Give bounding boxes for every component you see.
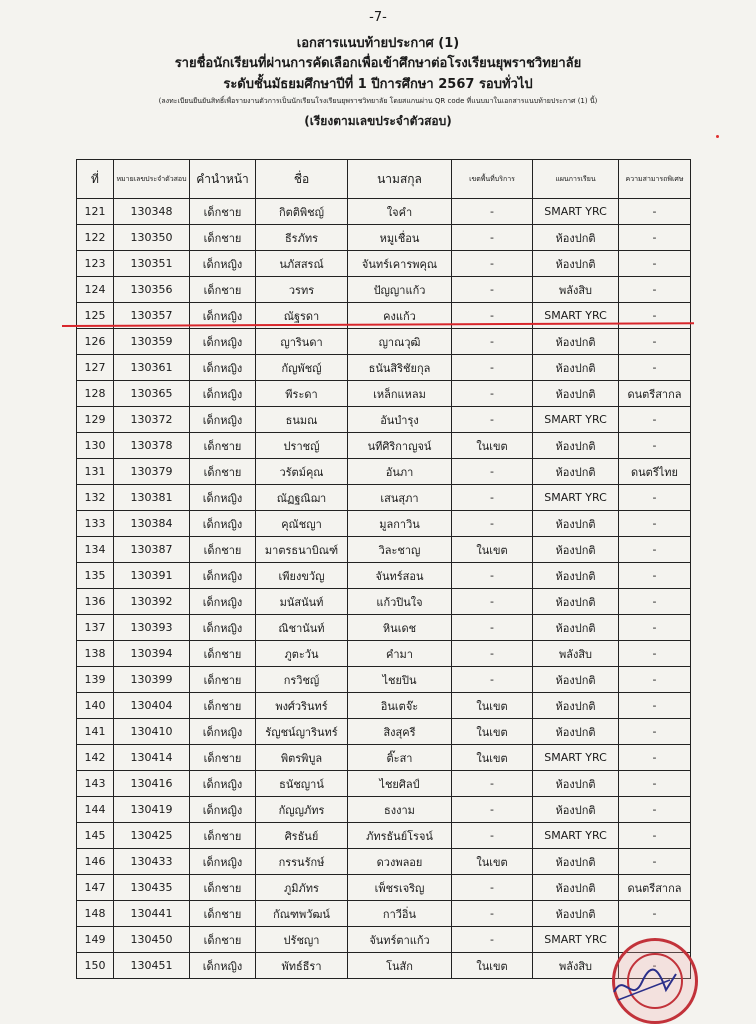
row-plan: ห้องปกติ bbox=[533, 667, 619, 693]
row-prefix: เด็กหญิง bbox=[190, 797, 256, 823]
row-last-name: เพ็ชรเจริญ bbox=[348, 875, 452, 901]
table-row bbox=[77, 459, 691, 485]
row-no: 134 bbox=[77, 537, 114, 563]
row-prefix: เด็กชาย bbox=[190, 641, 256, 667]
row-prefix: เด็กหญิง bbox=[190, 381, 256, 407]
row-prefix: เด็กชาย bbox=[190, 277, 256, 303]
row-exam-id: 130441 bbox=[114, 901, 190, 927]
row-prefix: เด็กหญิง bbox=[190, 563, 256, 589]
row-plan: พลังสิบ bbox=[533, 953, 619, 979]
row-first-name: นภัสสรณ์ bbox=[256, 251, 348, 277]
row-last-name: ภัทรธันย์โรจน์ bbox=[348, 823, 452, 849]
row-last-name: ญาณวุฒิ bbox=[348, 329, 452, 355]
row-plan: ห้องปกติ bbox=[533, 875, 619, 901]
row-exam-id: 130350 bbox=[114, 225, 190, 251]
row-first-name: ปรัชญา bbox=[256, 927, 348, 953]
row-plan: ห้องปกติ bbox=[533, 381, 619, 407]
row-plan: ห้องปกติ bbox=[533, 901, 619, 927]
row-exam-id: 130450 bbox=[114, 927, 190, 953]
table-row bbox=[77, 797, 691, 823]
row-plan: ห้องปกติ bbox=[533, 537, 619, 563]
row-no: 149 bbox=[77, 927, 114, 953]
row-first-name: ญารินดา bbox=[256, 329, 348, 355]
row-talent: - bbox=[619, 589, 691, 615]
row-talent: ดนตรีสากล bbox=[619, 875, 691, 901]
row-no: 144 bbox=[77, 797, 114, 823]
row-zone: - bbox=[452, 251, 533, 277]
row-no: 129 bbox=[77, 407, 114, 433]
row-talent: - bbox=[619, 667, 691, 693]
table-row bbox=[77, 927, 691, 953]
row-plan: ห้องปกติ bbox=[533, 511, 619, 537]
row-prefix: เด็กหญิง bbox=[190, 485, 256, 511]
row-last-name: จันทร์ตาแก้ว bbox=[348, 927, 452, 953]
row-last-name: อันบำรุง bbox=[348, 407, 452, 433]
row-prefix: เด็กหญิง bbox=[190, 511, 256, 537]
doc-instruction: (ลงทะเบียนยืนยันสิทธิ์เพื่อรายงานตัวการเป็นนักเรียนโรงเรียนยุพราชวิทยาลัย โดยสแกนผ่าน QR code ที่แนบมาในเอกสารแนบท้ายประกาศ (1) นี้) bbox=[158, 97, 598, 105]
table-row bbox=[77, 381, 691, 407]
table-row bbox=[77, 251, 691, 277]
row-zone: ในเขต bbox=[452, 953, 533, 979]
row-zone: - bbox=[452, 355, 533, 381]
row-exam-id: 130356 bbox=[114, 277, 190, 303]
row-last-name: วิละชาญ bbox=[348, 537, 452, 563]
row-prefix: เด็กชาย bbox=[190, 901, 256, 927]
row-zone: - bbox=[452, 589, 533, 615]
row-no: 127 bbox=[77, 355, 114, 381]
row-exam-id: 130357 bbox=[114, 303, 190, 329]
row-prefix: เด็กหญิง bbox=[190, 849, 256, 875]
row-exam-id: 130365 bbox=[114, 381, 190, 407]
row-talent: - bbox=[619, 225, 691, 251]
row-exam-id: 130391 bbox=[114, 563, 190, 589]
row-zone: ในเขต bbox=[452, 537, 533, 563]
row-zone: - bbox=[452, 277, 533, 303]
row-plan: ห้องปกติ bbox=[533, 459, 619, 485]
row-talent: - bbox=[619, 615, 691, 641]
table-row bbox=[77, 953, 691, 979]
row-no: 136 bbox=[77, 589, 114, 615]
row-first-name: มาตรธนาบิณฑ์ bbox=[256, 537, 348, 563]
header-exam-id: หมายเลขประจำตัวสอบ bbox=[114, 160, 190, 199]
row-first-name: วรทร bbox=[256, 277, 348, 303]
row-talent: - bbox=[619, 537, 691, 563]
row-exam-id: 130381 bbox=[114, 485, 190, 511]
row-plan: ห้องปกติ bbox=[533, 849, 619, 875]
row-exam-id: 130425 bbox=[114, 823, 190, 849]
table-row bbox=[77, 485, 691, 511]
table-row bbox=[77, 329, 691, 355]
row-first-name: ศิรธันย์ bbox=[256, 823, 348, 849]
row-no: 148 bbox=[77, 901, 114, 927]
row-no: 143 bbox=[77, 771, 114, 797]
row-zone: ในเขต bbox=[452, 433, 533, 459]
row-no: 140 bbox=[77, 693, 114, 719]
row-last-name: เสนสุภา bbox=[348, 485, 452, 511]
row-last-name: หินเดช bbox=[348, 615, 452, 641]
row-no: 131 bbox=[77, 459, 114, 485]
row-talent: - bbox=[619, 511, 691, 537]
row-last-name: มูลกาวิน bbox=[348, 511, 452, 537]
row-exam-id: 130399 bbox=[114, 667, 190, 693]
row-exam-id: 130393 bbox=[114, 615, 190, 641]
table-row bbox=[77, 511, 691, 537]
row-plan: SMART YRC bbox=[533, 485, 619, 511]
row-plan: ห้องปกติ bbox=[533, 329, 619, 355]
row-last-name: สิงสุครี bbox=[348, 719, 452, 745]
row-no: 135 bbox=[77, 563, 114, 589]
row-talent: - bbox=[619, 329, 691, 355]
doc-sort-note: (เรียงตามเลขประจำตัวสอบ) bbox=[304, 114, 452, 128]
header-plan: แผนการเรียน bbox=[533, 160, 619, 199]
row-exam-id: 130410 bbox=[114, 719, 190, 745]
row-prefix: เด็กชาย bbox=[190, 823, 256, 849]
row-no: 124 bbox=[77, 277, 114, 303]
row-last-name: คงแก้ว bbox=[348, 303, 452, 329]
row-talent: - bbox=[619, 823, 691, 849]
row-prefix: เด็กหญิง bbox=[190, 303, 256, 329]
row-exam-id: 130379 bbox=[114, 459, 190, 485]
table-row bbox=[77, 667, 691, 693]
row-zone: ในเขต bbox=[452, 719, 533, 745]
row-zone: - bbox=[452, 667, 533, 693]
row-no: 138 bbox=[77, 641, 114, 667]
row-plan: ห้องปกติ bbox=[533, 589, 619, 615]
row-prefix: เด็กชาย bbox=[190, 693, 256, 719]
row-last-name: เหล็กแหลม bbox=[348, 381, 452, 407]
table-row bbox=[77, 407, 691, 433]
row-no: 142 bbox=[77, 745, 114, 771]
row-plan: ห้องปกติ bbox=[533, 797, 619, 823]
row-zone: ในเขต bbox=[452, 745, 533, 771]
row-last-name: แก้วปินใจ bbox=[348, 589, 452, 615]
row-prefix: เด็กหญิง bbox=[190, 251, 256, 277]
row-prefix: เด็กชาย bbox=[190, 875, 256, 901]
row-zone: - bbox=[452, 303, 533, 329]
doc-level-line: ระดับชั้นมัธยมศึกษาปีที่ 1 ปีการศึกษา 2567 รอบทั่วไป bbox=[223, 77, 533, 92]
row-last-name: นทีศิริกาญจน์ bbox=[348, 433, 452, 459]
table-header-row bbox=[77, 160, 691, 199]
row-no: 130 bbox=[77, 433, 114, 459]
table-row bbox=[77, 537, 691, 563]
row-last-name: อินเตจ๊ะ bbox=[348, 693, 452, 719]
row-first-name: กัญพัชญ์ bbox=[256, 355, 348, 381]
row-zone: - bbox=[452, 199, 533, 225]
row-prefix: เด็กชาย bbox=[190, 537, 256, 563]
row-prefix: เด็กหญิง bbox=[190, 953, 256, 979]
row-last-name: จันทร์เคารพคุณ bbox=[348, 251, 452, 277]
row-plan: SMART YRC bbox=[533, 199, 619, 225]
row-zone: - bbox=[452, 329, 533, 355]
row-talent: - bbox=[619, 953, 691, 979]
row-last-name: ใจคำ bbox=[348, 199, 452, 225]
row-talent: - bbox=[619, 771, 691, 797]
header-talent: ความสามารถพิเศษ bbox=[619, 160, 691, 199]
doc-subtitle: รายชื่อนักเรียนที่ผ่านการคัดเลือกเพื่อเข้าศึกษาต่อโรงเรียนยุพราชวิทยาลัย bbox=[174, 56, 582, 71]
row-no: 125 bbox=[77, 303, 114, 329]
table-row bbox=[77, 199, 691, 225]
row-first-name: ณัฏฐณิฌา bbox=[256, 485, 348, 511]
row-first-name: ธนมณ bbox=[256, 407, 348, 433]
row-first-name: เพียงขวัญ bbox=[256, 563, 348, 589]
row-first-name: ปราชญ์ bbox=[256, 433, 348, 459]
row-no: 147 bbox=[77, 875, 114, 901]
row-plan: SMART YRC bbox=[533, 745, 619, 771]
row-zone: - bbox=[452, 901, 533, 927]
row-first-name: ณัฐรดา bbox=[256, 303, 348, 329]
row-talent: - bbox=[619, 433, 691, 459]
row-talent: ดนตรีสากล bbox=[619, 381, 691, 407]
row-last-name: ธนันสิริชัยกุล bbox=[348, 355, 452, 381]
row-exam-id: 130361 bbox=[114, 355, 190, 381]
doc-title: เอกสารแนบท้ายประกาศ (1) bbox=[296, 36, 460, 51]
table-row bbox=[77, 849, 691, 875]
row-zone: - bbox=[452, 511, 533, 537]
row-first-name: พีระดา bbox=[256, 381, 348, 407]
table-row bbox=[77, 771, 691, 797]
row-first-name: พิตรพิบูล bbox=[256, 745, 348, 771]
row-prefix: เด็กชาย bbox=[190, 927, 256, 953]
row-talent: - bbox=[619, 303, 691, 329]
row-zone: - bbox=[452, 225, 533, 251]
row-exam-id: 130404 bbox=[114, 693, 190, 719]
row-no: 133 bbox=[77, 511, 114, 537]
row-exam-id: 130348 bbox=[114, 199, 190, 225]
row-zone: - bbox=[452, 459, 533, 485]
row-first-name: พงศ์วรินทร์ bbox=[256, 693, 348, 719]
row-talent: - bbox=[619, 927, 691, 953]
row-plan: ห้องปกติ bbox=[533, 719, 619, 745]
row-last-name: โนสัก bbox=[348, 953, 452, 979]
row-prefix: เด็กหญิง bbox=[190, 329, 256, 355]
row-talent: - bbox=[619, 407, 691, 433]
row-exam-id: 130451 bbox=[114, 953, 190, 979]
red-dot-mark bbox=[716, 135, 719, 138]
table-row bbox=[77, 433, 691, 459]
row-zone: - bbox=[452, 407, 533, 433]
row-prefix: เด็กหญิง bbox=[190, 771, 256, 797]
row-talent: - bbox=[619, 641, 691, 667]
row-no: 141 bbox=[77, 719, 114, 745]
row-first-name: วรัตม์คุณ bbox=[256, 459, 348, 485]
row-talent: - bbox=[619, 849, 691, 875]
row-exam-id: 130433 bbox=[114, 849, 190, 875]
row-zone: - bbox=[452, 875, 533, 901]
table-row bbox=[77, 875, 691, 901]
page-number: -7- bbox=[369, 10, 387, 25]
row-no: 126 bbox=[77, 329, 114, 355]
row-plan: ห้องปกติ bbox=[533, 433, 619, 459]
row-talent: - bbox=[619, 563, 691, 589]
row-zone: - bbox=[452, 823, 533, 849]
row-talent: - bbox=[619, 199, 691, 225]
row-prefix: เด็กหญิง bbox=[190, 355, 256, 381]
row-talent: - bbox=[619, 251, 691, 277]
row-talent: - bbox=[619, 719, 691, 745]
table-body bbox=[77, 199, 691, 979]
row-exam-id: 130351 bbox=[114, 251, 190, 277]
header-last-name: นามสกุล bbox=[348, 160, 452, 199]
row-last-name: ไชยศิลป์ bbox=[348, 771, 452, 797]
row-exam-id: 130419 bbox=[114, 797, 190, 823]
row-plan: ห้องปกติ bbox=[533, 771, 619, 797]
table-row bbox=[77, 277, 691, 303]
row-plan: SMART YRC bbox=[533, 823, 619, 849]
row-exam-id: 130392 bbox=[114, 589, 190, 615]
row-last-name: ดวงพลอย bbox=[348, 849, 452, 875]
row-first-name: มนัสนันท์ bbox=[256, 589, 348, 615]
row-last-name: อันภา bbox=[348, 459, 452, 485]
row-no: 132 bbox=[77, 485, 114, 511]
table-row bbox=[77, 589, 691, 615]
signature bbox=[604, 952, 684, 1012]
row-no: 128 bbox=[77, 381, 114, 407]
header-zone: เขตพื้นที่บริการ bbox=[452, 160, 533, 199]
row-plan: SMART YRC bbox=[533, 303, 619, 329]
row-no: 137 bbox=[77, 615, 114, 641]
row-plan: พลังสิบ bbox=[533, 641, 619, 667]
row-last-name: จันทร์สอน bbox=[348, 563, 452, 589]
row-first-name: กรวิชญ์ bbox=[256, 667, 348, 693]
table-row bbox=[77, 901, 691, 927]
row-plan: ห้องปกติ bbox=[533, 615, 619, 641]
table-row bbox=[77, 225, 691, 251]
row-prefix: เด็กชาย bbox=[190, 433, 256, 459]
row-plan: SMART YRC bbox=[533, 407, 619, 433]
row-prefix: เด็กชาย bbox=[190, 225, 256, 251]
row-plan: ห้องปกติ bbox=[533, 693, 619, 719]
row-prefix: เด็กหญิง bbox=[190, 589, 256, 615]
table-row bbox=[77, 693, 691, 719]
row-zone: - bbox=[452, 615, 533, 641]
row-no: 121 bbox=[77, 199, 114, 225]
row-plan: ห้องปกติ bbox=[533, 251, 619, 277]
row-exam-id: 130384 bbox=[114, 511, 190, 537]
row-no: 150 bbox=[77, 953, 114, 979]
row-talent: - bbox=[619, 797, 691, 823]
row-last-name: กาวีอิ่น bbox=[348, 901, 452, 927]
row-first-name: พัทธ์ธีรา bbox=[256, 953, 348, 979]
row-prefix: เด็กชาย bbox=[190, 459, 256, 485]
row-no: 123 bbox=[77, 251, 114, 277]
row-zone: - bbox=[452, 381, 533, 407]
header-first-name: ชื่อ bbox=[256, 160, 348, 199]
row-exam-id: 130416 bbox=[114, 771, 190, 797]
row-exam-id: 130394 bbox=[114, 641, 190, 667]
row-talent: - bbox=[619, 693, 691, 719]
row-first-name: คุณัชญา bbox=[256, 511, 348, 537]
row-zone: ในเขต bbox=[452, 849, 533, 875]
row-plan: ห้องปกติ bbox=[533, 563, 619, 589]
row-plan: ห้องปกติ bbox=[533, 355, 619, 381]
row-talent: - bbox=[619, 745, 691, 771]
row-prefix: เด็กชาย bbox=[190, 667, 256, 693]
row-plan: SMART YRC bbox=[533, 927, 619, 953]
row-prefix: เด็กหญิง bbox=[190, 719, 256, 745]
row-zone: ในเขต bbox=[452, 693, 533, 719]
table-row bbox=[77, 823, 691, 849]
row-no: 145 bbox=[77, 823, 114, 849]
row-first-name: กิตติพิชญ์ bbox=[256, 199, 348, 225]
row-talent: - bbox=[619, 901, 691, 927]
row-last-name: คำมา bbox=[348, 641, 452, 667]
row-last-name: ปัญญาแก้ว bbox=[348, 277, 452, 303]
row-first-name: กัญญภัทร bbox=[256, 797, 348, 823]
row-zone: - bbox=[452, 771, 533, 797]
table-row bbox=[77, 641, 691, 667]
row-no: 146 bbox=[77, 849, 114, 875]
table-row bbox=[77, 563, 691, 589]
row-exam-id: 130414 bbox=[114, 745, 190, 771]
row-exam-id: 130378 bbox=[114, 433, 190, 459]
row-zone: - bbox=[452, 927, 533, 953]
table-row bbox=[77, 355, 691, 381]
student-table bbox=[76, 159, 691, 979]
row-first-name: กัณฑพวัฒน์ bbox=[256, 901, 348, 927]
row-zone: - bbox=[452, 563, 533, 589]
row-no: 139 bbox=[77, 667, 114, 693]
row-plan: พลังสิบ bbox=[533, 277, 619, 303]
row-zone: - bbox=[452, 641, 533, 667]
row-first-name: ธีรภัทร bbox=[256, 225, 348, 251]
row-talent: - bbox=[619, 277, 691, 303]
header-prefix: คำนำหน้า bbox=[190, 160, 256, 199]
row-plan: ห้องปกติ bbox=[533, 225, 619, 251]
row-exam-id: 130387 bbox=[114, 537, 190, 563]
row-prefix: เด็กหญิง bbox=[190, 407, 256, 433]
row-no: 122 bbox=[77, 225, 114, 251]
row-first-name: ธนัชญาน์ bbox=[256, 771, 348, 797]
row-first-name: กรรนรักษ์ bbox=[256, 849, 348, 875]
table-row bbox=[77, 719, 691, 745]
row-first-name: ภูตะวัน bbox=[256, 641, 348, 667]
row-exam-id: 130359 bbox=[114, 329, 190, 355]
row-prefix: เด็กหญิง bbox=[190, 615, 256, 641]
table-row bbox=[77, 615, 691, 641]
row-talent: - bbox=[619, 485, 691, 511]
row-first-name: รัญชน์ญารินทร์ bbox=[256, 719, 348, 745]
table-row bbox=[77, 745, 691, 771]
row-first-name: ณิชานันท์ bbox=[256, 615, 348, 641]
row-last-name: ติ๊ะสา bbox=[348, 745, 452, 771]
row-talent: ดนตรีไทย bbox=[619, 459, 691, 485]
row-exam-id: 130435 bbox=[114, 875, 190, 901]
header-no: ที่ bbox=[77, 160, 114, 199]
row-zone: - bbox=[452, 797, 533, 823]
row-first-name: ภูมิภัทร bbox=[256, 875, 348, 901]
row-last-name: หมูเชื่อน bbox=[348, 225, 452, 251]
row-zone: - bbox=[452, 485, 533, 511]
row-prefix: เด็กชาย bbox=[190, 745, 256, 771]
row-prefix: เด็กชาย bbox=[190, 199, 256, 225]
row-talent: - bbox=[619, 355, 691, 381]
row-last-name: ไชยปิน bbox=[348, 667, 452, 693]
row-exam-id: 130372 bbox=[114, 407, 190, 433]
row-last-name: ธงงาม bbox=[348, 797, 452, 823]
